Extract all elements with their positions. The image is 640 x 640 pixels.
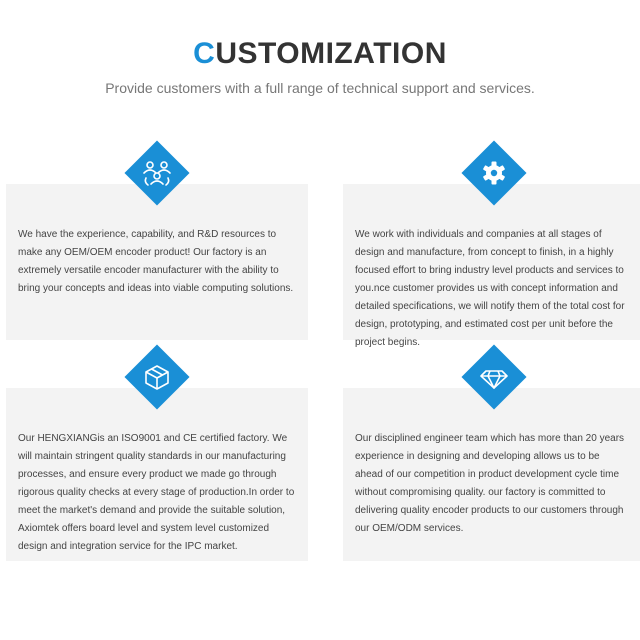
title-first-letter: C <box>193 37 216 70</box>
page-title <box>0 34 640 74</box>
feature-text: Our disciplined engineer team which has more than 20 years experience in designing and developing allows us to be ahead of our competition in product development cycle time without compromising quality. our factory is committed to delivering quality encoder products to our customers through our OEM/ODM services. <box>355 433 625 534</box>
page-subtitle: Provide customers with a full range of technical support and services. <box>105 80 535 96</box>
feature-card-quality <box>6 388 308 561</box>
feature-card-experience <box>6 184 308 340</box>
feature-text: We have the experience, capability, and R&D resources to make any OEM/OEM encoder product! Our factory is an extremely versatile encoder manufacturer with the ability to bring your concepts and ideas into viable computing solutions. <box>18 229 294 294</box>
gear-icon <box>461 140 527 206</box>
feature-card-design <box>343 184 640 348</box>
box-icon <box>124 344 190 410</box>
feature-text: We work with individuals and companies at all stages of design and manufacture, from concept to finish, in a highly focused effort to bring industry level products and services to you.nce customer provides us with concept information and detailed specifications, we will notify them of the total cost for design, prototyping, and estimated cost per unit before the project begins. <box>355 229 625 348</box>
feature-text: Our HENGXIANGis an ISO9001 and CE certified factory. We will maintain stringent quality standards in our manufacturing processes, and ensure every product we made go through rigorous quality checks at every stage of production.In order to meet the market's demand and provide the suitable solution, Axiomtek offers board level and system level customized design and integration service for the IPC market. <box>18 433 295 552</box>
diamond-icon <box>461 344 527 410</box>
team-icon <box>124 140 190 206</box>
feature-card-engineering <box>343 388 640 561</box>
title-rest: USTOMIZATION <box>215 37 447 70</box>
